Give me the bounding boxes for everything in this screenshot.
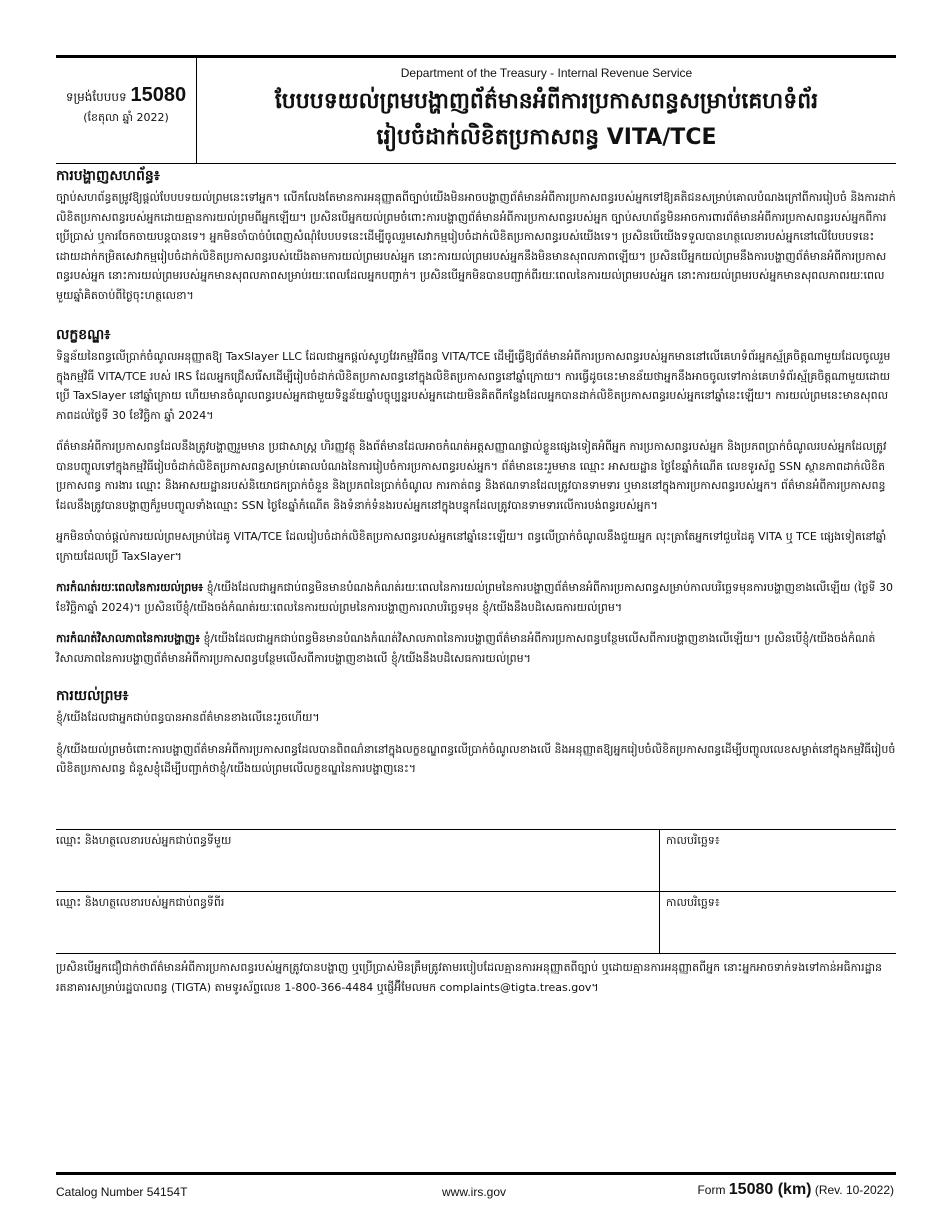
form-number: 15080 — [130, 84, 187, 106]
footer-form-number: 15080 (km) — [728, 1181, 812, 1198]
form-id-line — [56, 84, 196, 107]
consent-duration-heading: ការកំណត់រយៈពេលនៃការយល់ព្រម៖ — [56, 581, 204, 594]
page-footer — [56, 1172, 896, 1203]
consent-section — [56, 686, 896, 779]
terms-paragraph-2: ព័ត៌មានអំពីការប្រកាសពន្ធដែលនឹងត្រូវបង្ហាញរួមមាន ប្រជាសាស្ត្រ ហិរញ្ញវត្ថុ និងព័ត៌មានដែលអាចកំណត់អត្តសញ្ញាណផ្ទាល់ខ្លួនផ្សេងទៀតអំពីអ្នក ការប្រកាសពន្ធរបស់អ្នក និងប្រភពប្រាក់ចំណូលរបស់អ្នកដែលត្រូវបានបញ្ចូលទៅក្នុងកម្មវិធីរៀបចំដាក់លិខិតប្រកាសពន្ធសម្រាប់គោលបំណងនៃការរៀបចំការប្រកាសពន្ធរបស់អ្នក។ ព័ត៌មាននេះរួមមាន ឈ្មោះ អាសយដ្ឋាន ថ្ងៃខែឆ្នាំកំណើត លេខទូរស័ព្ទ SSN ស្ថានភាពដាក់លិខិតប្រកាសពន្ធ ការងារ ឈ្មោះ និងអាសយដ្ឋានរបស់និយោជកប្រាក់ចំនួន និងប្រភពនៃប្រាក់ចំណូល ការកាត់ពន្ធ និងឥណទានដែលត្រូវបានទាមទារ ឬមាននៅក្នុងការប្រកាសពន្ធរបស់អ្នក។ ព័ត៌មានអំពីការប្រកាសពន្ធដែលនឹងត្រូវបានបង្ហាញក៏រួមបញ្ចូលទាំងឈ្មោះ SSN ថ្ងៃខែឆ្នាំកំណើត និងទំនាក់ទំនងរបស់អ្នកនៅក្នុងបន្ទុកដែលត្រូវបានទាមទារលើការបង់ពន្ធរបស់អ្នក។ — [56, 440, 887, 512]
form-title-line2: រៀបចំដាក់លិខិតប្រកាសពន្ធ VITA/TCE — [376, 125, 717, 150]
primary-date-label: កាលបរិច្ឆេទ៖ — [666, 834, 720, 847]
primary-taxpayer-signature-field[interactable] — [56, 830, 660, 891]
department-name: Department of the Treasury - Internal Revenue Service — [400, 66, 693, 80]
terms-paragraph-4 — [56, 578, 896, 617]
consent-paragraph-2: ខ្ញុំ/យើងយល់ព្រមចំពោះការបង្ហាញព័ត៌មានអំពីការប្រកាសពន្ធដែលបានពិពណ៌នានៅក្នុងលក្ខខណ្ឌពន្ធលើប្រាក់ចំណូលខាងលើ និងអនុញ្ញាតឱ្យអ្នករៀបចំលិខិតប្រកាសពន្ធដើម្បីបញ្ចូលលេខសម្ងាត់នៅក្នុងកម្មវិធីរៀបចំលិខិតប្រកាសពន្ធ ជំនួសខ្ញុំដើម្បីបញ្ជាក់ថាខ្ញុំ/យើងយល់ព្រមលើលក្ខខណ្ឌនៃការបង្ហាញនេះ។ — [56, 742, 896, 775]
terms-heading: លក្ខខណ្ឌ៖ — [56, 327, 111, 343]
signature-row-primary — [56, 830, 896, 891]
terms-paragraph-3: អ្នកមិនចាំបាច់ផ្ដល់ការយល់ព្រមសម្រាប់ដៃគូ VITA/TCE ដែលរៀបចំដាក់លិខិតប្រកាសពន្ធរបស់អ្នកនៅឆ្នាំនេះឡើយ។ ពន្ធលើប្រាក់ចំណូលនឹងជួយអ្នក លុះត្រាតែអ្នកទៅជួបដៃគូ VITA ឬ TCE ផ្សេងទៀតនៅឆ្នាំក្រោយដែលប្រើ TaxSlayer។ — [56, 530, 887, 563]
tigta-contact-text: ប្រសិនបើអ្នកជឿជាក់ថាព័ត៌មានអំពីការប្រកាសពន្ធរបស់អ្នកត្រូវបានបង្ហាញ ឬប្រើប្រាស់មិនត្រឹមត្រូវតាមរបៀបដែលគ្មានការអនុញ្ញាតពីច្បាប់ ឬដោយគ្មានការអនុញ្ញាតពីអ្នក នោះអ្នកអាចទាក់ទងទៅកាន់អធិការដ្ឋានរតនាគារសម្រាប់រដ្ឋបាលពន្ធ (TIGTA) តាមទូរស័ព្ទលេខ 1-800-366-4484 ឬផ្ញើអ៊ីមែលមក complaints@tigta.treas.gov។ — [56, 961, 883, 994]
secondary-date-field[interactable] — [660, 892, 896, 953]
disclosure-scope-heading: ការកំណត់វិសាលភាពនៃការបង្ហាញ៖ — [56, 632, 200, 645]
tigta-contact-note — [56, 958, 896, 997]
form-header — [56, 55, 896, 164]
primary-date-field[interactable] — [660, 830, 896, 891]
disclosure-section — [56, 166, 896, 305]
consent-heading: ការយល់ព្រម៖ — [56, 688, 129, 704]
form-title-line1: បែបបទយល់ព្រមបង្ហាញព័ត៌មានអំពីការប្រកាសពន្ធសម្រាប់គេហទំព័រ — [274, 89, 819, 114]
signature-table — [56, 829, 896, 954]
form-content — [56, 166, 896, 779]
disclosure-body: ច្បាប់សហព័ន្ធតម្រូវឱ្យផ្ដល់បែបបទយល់ព្រមនេះទៅអ្នក។ លើកលែងតែមានការអនុញ្ញាតពីច្បាប់យើងមិនអាចបង្ហាញព័ត៌មានអំពីការប្រកាសពន្ធរបស់អ្នកទៅឱ្យគតិជនសម្រាប់គោលបំណងក្រៅពីការរៀបចំ និងការដាក់លិខិតប្រកាសពន្ធរបស់អ្នកដោយគ្មានការយល់ព្រមពីអ្នកឡើយ។ ប្រសិនបើអ្នកយល់ព្រមចំពោះការបង្ហាញព័ត៌មានអំពីការប្រកាសពន្ធរបស់អ្នក ច្បាប់សហព័ន្ធមិនអាចការពារព័ត៌មានអំពីការប្រកាសពន្ធរបស់អ្នកពីការប្រើប្រាស់ ឬការចែកចាយបន្តបានទេ។ អ្នកមិនចាំបាច់បំពេញសំណុំបែបបទនេះដើម្បីចូលរួមសេវាកម្មរៀបចំដាក់លិខិតប្រកាសពន្ធរបស់យើងទេ។ ប្រសិនបើយើងទទួលបានហត្ថលេខារបស់អ្នកនៅលើបែបបទនេះដោយដាក់កម្រិតសេវាកម្មរៀបចំដាក់លិខិតប្រកាសពន្ធរបស់យើងតាមការយល់ព្រមរបស់អ្នក នោះការយល់ព្រមរបស់អ្នកនឹងមិនមានសុពលភាពឡើយ។ ប្រសិនបើអ្នកយល់ព្រមនឹងការបង្ហាញព័ត៌មានអំពីការប្រកាសពន្ធរបស់អ្នក នោះការយល់ព្រមរបស់អ្នកមានសុពលភាពសម្រាប់រយៈពេលដែលអ្នកបញ្ជាក់។ ប្រសិនបើអ្នកមិនបានបញ្ជាក់ពីរយៈពេលនៃការយល់ព្រមរបស់អ្នក នោះការយល់ព្រមរបស់អ្នកមានសុពលភាពរយៈពេលមួយឆ្នាំគិតចាប់ពីថ្ងៃចុះហត្ថលេខា។ — [56, 191, 896, 302]
terms-paragraph-1: ទិន្នន័យនៃពន្ធលើប្រាក់ចំណូលអនុញ្ញាតឱ្យ TaxSlayer LLC ដែលជាអ្នកផ្ដល់សូហ្វវែរកម្មវិធីពន្ធ VITA/TCE ដើម្បីធ្វើឱ្យព័ត៌មានអំពីការប្រកាសពន្ធរបស់អ្នកមាននៅលើគេហទំព័រអ្នកស្ម័គ្រចិត្តណាមួយដែលចូលរួមក្នុងកម្មវិធី VITA/TCE របស់ IRS ដែលអ្នកជ្រើសរើសដើម្បីរៀបចំដាក់លិខិតប្រកាសពន្ធនៅក្នុងលិខិតប្រកាសពន្ធនៅឆ្នាំក្រោយ។ ការធ្វើដូចនេះមានន័យថាអ្នកនឹងអាចចូលទៅកាន់គេហទំព័រស្ម័គ្រចិត្តណាមួយដោយប្រើ TaxSlayer នៅឆ្នាំក្រោយ ហើយមានចំណូលពន្ធរបស់អ្នកជាមួយទិន្នន័យឆ្នាំបច្ចុប្បន្នរបស់អ្នកដោយមិនគិតពីកន្លែងដែលអ្នកបានដាក់លិខិតប្រកាសពន្ធរបស់អ្នកនៅឆ្នាំនេះឡើយ។ ការយល់ព្រមនេះមានសុពលភាពដល់ថ្ងៃទី 30 ខែវិច្ឆិកា ឆ្នាំ 2024។ — [56, 350, 891, 422]
footer-form-id — [697, 1181, 894, 1199]
primary-taxpayer-label: ឈ្មោះ និងហត្ថលេខារបស់អ្នកជាប់ពន្ធទីមួយ — [56, 834, 232, 847]
form-date: (ខែតុលា ឆ្នាំ 2022) — [83, 111, 169, 124]
secondary-date-label: កាលបរិច្ឆេទ៖ — [666, 896, 720, 909]
form-label: ទម្រង់បែបបទ — [65, 90, 127, 104]
secondary-taxpayer-signature-field[interactable] — [56, 892, 660, 953]
signature-row-secondary — [56, 891, 896, 953]
irs-website-link[interactable]: www.irs.gov — [442, 1185, 507, 1199]
terms-section — [56, 325, 896, 668]
disclosure-heading: ការបង្ហាញសហព័ន្ធ៖ — [56, 168, 160, 184]
secondary-taxpayer-label: ឈ្មោះ និងហត្ថលេខារបស់អ្នកជាប់ពន្ធទីពីរ — [56, 896, 225, 909]
consent-paragraph-1: ខ្ញុំ/យើងដែលជាអ្នកជាប់ពន្ធបានអានព័ត៌មានខាងលើនេះរួចហើយ។ — [56, 711, 320, 724]
disclosure-scope-body: ខ្ញុំ/យើងដែលជាអ្នកជាប់ពន្ធមិនមានបំណងកំណត់វិសាលភាពនៃការបង្ហាញព័ត៌មានអំពីការប្រកាសពន្ធបន្ថែមលើសពីការបង្ហាញខាងលើឡើយ។ ប្រសិនបើខ្ញុំ/យើងចង់កំណត់វិសាលភាពនៃការបង្ហាញព័ត៌មានអំពីការប្រកាសពន្ធបន្ថែមលើសពីការបង្ហាញខាងលើ ខ្ញុំ/យើងនឹងបដិសេធការយល់ព្រម។ — [56, 632, 876, 665]
footer-form-prefix: Form — [697, 1183, 726, 1197]
title-area — [197, 58, 896, 163]
catalog-number: Catalog Number 54154T — [56, 1185, 188, 1199]
form-title — [197, 84, 896, 156]
consent-duration-body: ខ្ញុំ/យើងដែលជាអ្នកជាប់ពន្ធមិនមានបំណងកំណត់រយៈពេលនៃការយល់ព្រមនៃការបង្ហាញព័ត៌មានអំពីការប្រកាសពន្ធសម្រាប់កាលបរិច្ឆេទមុនការបង្ហាញខាងលើឡើយ (ថ្ងៃទី 30 ខែវិច្ឆិកាឆ្នាំ 2024)។ ប្រសិនបើខ្ញុំ/យើងចង់កំណត់រយៈពេលនៃការយល់ព្រមនៃការបង្ហាញការលាបរិច្ឆេទមុន ខ្ញុំ/យើងនឹងបដិសេធការយល់ព្រម។ — [56, 581, 894, 614]
terms-paragraph-5 — [56, 629, 896, 668]
form-id-box — [56, 58, 197, 163]
footer-revision: (Rev. 10-2022) — [814, 1183, 894, 1197]
